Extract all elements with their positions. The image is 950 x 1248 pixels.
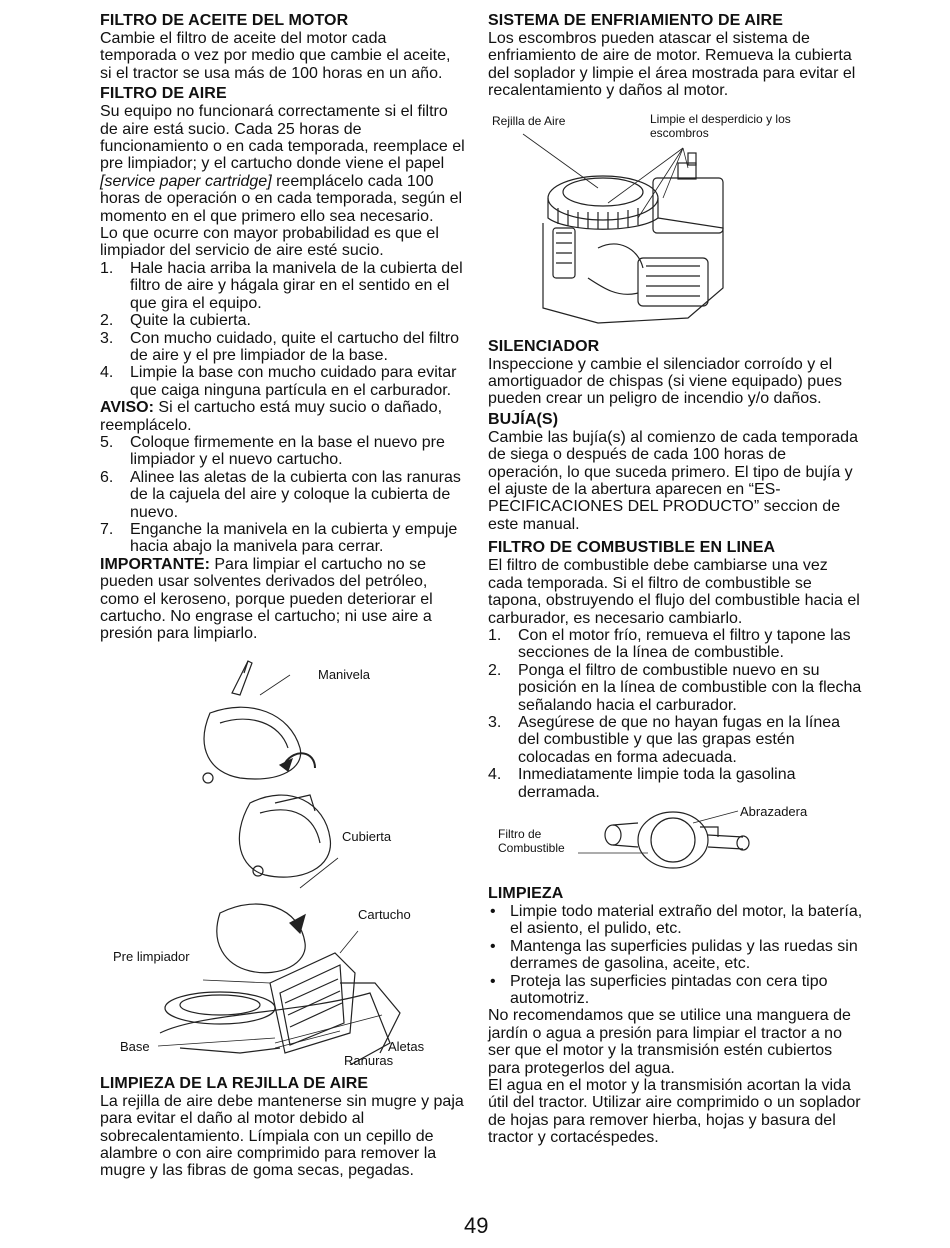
label-ranuras: Ranuras (344, 1052, 394, 1068)
label-manivela: Manivela (318, 666, 371, 682)
spark-plug-heading: BUJÍA(S) (488, 410, 559, 428)
list-item: 1. Con el motor frío, remueva el filtro y tapone las secciones de la línea de combustible. (488, 626, 851, 662)
muffler-heading: SILENCIADOR (488, 337, 600, 355)
list-item: • Proteja las superficies pintadas con cera tipo automotriz. (490, 972, 828, 1007)
engine-figure (488, 108, 863, 330)
grille-text: La rejilla de aire debe mantenerse sin mugre y paja para evitar el daño al motor debido al sobrecalentamiento. Límpiala con un cepillo de alambre o con aire comprimido para remover la mugre y las fibras de goma secas, pegadas. (100, 1092, 464, 1180)
cooling-text: Los escombros pueden atascar el sistema de enfriamiento de aire de motor. Remueva la cubierta del soplador y limpie el área mostrada para evitar el recalentamiento y daños al motor. (488, 30, 856, 100)
list-item: 6. Alinee las aletas de la cubierta con las ranuras de la cajuela del aire y coloque la cubierta de nuevo. (100, 468, 461, 521)
air-filter-italic: [service paper cartridge] (100, 172, 272, 190)
list-item: 1. Hale hacia arriba la manivela de la cubierta del filtro de aire y hágala girar en el sentido en el que gira el equipo. (100, 259, 463, 312)
cleaning-text-1: No recomendamos que se utilice una manguera de jardín o agua a presión para limpiar el tractor a no ser que el motor y la transmisión estén cubiertos para protegerlos del agua. (488, 1007, 851, 1077)
list-item: 2. Quite la cubierta. (100, 312, 251, 330)
oil-filter-text: Cambie el filtro de aceite del motor cada temporada o vez por medio que cambie el aceite, si el tractor se usa más de 100 horas en un año. (100, 30, 451, 82)
label-cartucho: Cartucho (358, 906, 411, 922)
label-rejilla-de-aire: Rejilla de Aire (492, 113, 566, 128)
engine-drawing (488, 108, 863, 330)
list-item: • Limpie todo material extraño del motor, la batería, el asiento, el pulido, etc. (490, 902, 863, 938)
air-steps-a (100, 260, 466, 399)
label-abrazadera: Abrazadera (740, 803, 808, 819)
list-item: • Mantenga las superficies pulidas y las ruedas sin derrames de gasolina, aceite, etc. (490, 937, 858, 973)
list-item: 5. Coloque firmemente en la base el nuevo pre limpiador y el nuevo cartucho. (100, 433, 445, 469)
list-item: 4. Inmediatamente limpie toda la gasolina derramada. (488, 766, 796, 801)
fuel-steps (488, 627, 863, 801)
air-steps-b (100, 434, 466, 556)
air-filter-heading: FILTRO DE AIRE (100, 85, 227, 103)
muffler-text: Inspeccione y cambie el silenciador corroído y el amortiguador de chispas (si viene equipado) pues pueden crear un peligro de incendio y/o daños. (488, 355, 842, 408)
cooling-heading: SISTEMA DE ENFRIAMIENTO DE AIRE (488, 12, 783, 29)
label-aletas: Aletas (388, 1038, 425, 1054)
list-item: 7. Enganche la manivela en la cubierta y empuje hacia abajo la manivela para cerrar. (100, 520, 458, 556)
left-column (100, 12, 466, 1180)
grille-heading: LIMPIEZA DE LA REJILLA DE AIRE (100, 1074, 369, 1092)
air-filter-figure (100, 653, 466, 1068)
list-item: 3. Asegúrese de que no hayan fugas en la línea del combustible y que las grapas estén colocadas en forma adecuada. (488, 713, 841, 766)
list-item: 3. Con mucho cuidado, quite el cartucho del filtro de aire y el pre limpiador de la base. (100, 329, 460, 364)
oil-filter-heading: FILTRO DE ACEITE DEL MOTOR (100, 12, 349, 29)
label-cubierta: Cubierta (342, 828, 392, 844)
cleaning-bullets (488, 903, 863, 1007)
air-filter-text-2: Lo que ocurre con mayor probabilidad es que el limpiador del servicio de aire esté sucio. (100, 225, 439, 260)
air-filter-text: Su equipo no funcionará correctamente si el filtro de aire está sucio. Cada 25 horas de funcionamiento o en cada temporada, reemplace el pre limpiador; y el cartucho donde viene el papel [service paper cartridge] reemplácelo cada 100 horas de operación o en cada temporada, según el momento en el que primero ello sea necesario. (100, 103, 465, 225)
list-item: 2. Ponga el filtro de combustible nuevo en su posición en la línea de combustible con la flecha señalando hacia el carburador. (488, 661, 862, 714)
cleaning-text-2: El agua en el motor y la transmisión acortan la vida útil del tractor. Utilizar aire comprimido o un soplador de hojas para remover hierba, hojas y basura del tractor y cortacéspedes. (488, 1077, 861, 1147)
spark-plug-text: Cambie las bujía(s) al comienzo de cada temporada de siega o después de cada 100 horas de operación, lo que suceda primero. El tipo de bujía y el ajuste de la abertura aparecen en “ES-PECIFICACIONES DEL PRODUCTO” seccion de este manual. (488, 428, 858, 533)
label-base: Base (120, 1038, 150, 1054)
label-pre-limpiador: Pre limpiador (113, 948, 190, 964)
importante-note: IMPORTANTE: Para limpiar el cartucho no se pueden usar solventes derivados del petróleo, como el keroseno, porque pueden deteriorar el cartucho. No engrase el cartucho; ni use aire a presión para limpiarlo. (100, 555, 433, 643)
list-item: 4. Limpie la base con mucho cuidado para evitar que caiga ninguna partícula en el carburador. (100, 364, 457, 399)
cleaning-heading: LIMPIEZA (488, 884, 564, 902)
label-filtro-de-combustible: Filtro de Combustible (498, 826, 565, 855)
fuel-filter-heading: FILTRO DE COMBUSTIBLE EN LINEA (488, 539, 776, 557)
page-number: 49 (464, 1213, 489, 1238)
fuel-filter-figure (488, 805, 863, 883)
air-filter-drawing (100, 653, 466, 1065)
fuel-filter-text: El filtro de combustible debe cambiarse una vez cada temporada. Si el filtro de combustible se tapona, obstruyendo el flujo del combustible hacia el carburador, es necesario cambiarlo. (488, 557, 860, 627)
label-limpie-desperdicio: Limpie el desperdicio y los escombros (650, 111, 791, 140)
right-column (488, 12, 863, 1147)
aviso-note: AVISO: Si el cartucho está muy sucio o dañado, reemplácelo. (100, 399, 443, 434)
